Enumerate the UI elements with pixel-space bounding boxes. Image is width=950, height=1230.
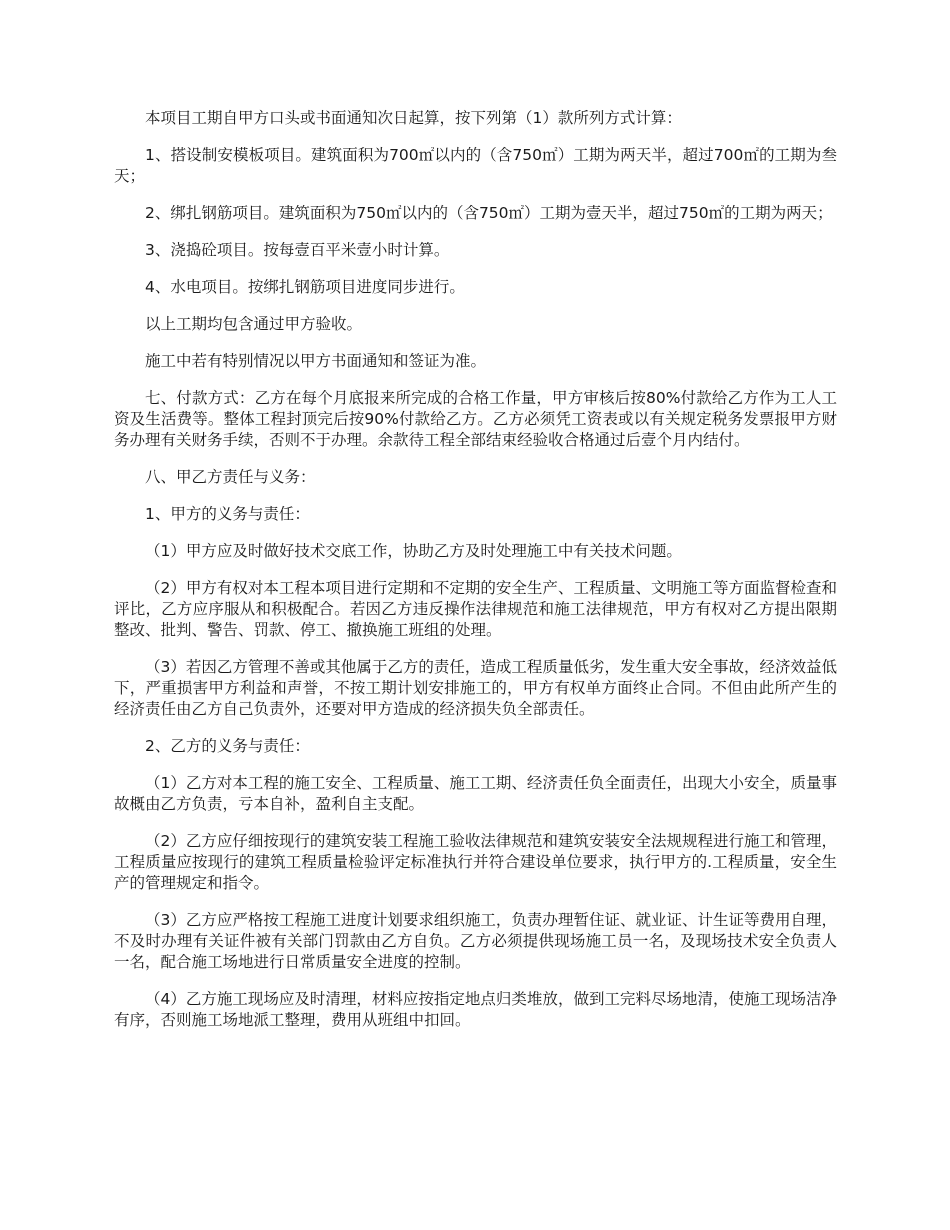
paragraph-rebar: 2、绑扎钢筋项目。建筑面积为750㎡以内的（含750㎡）工期为壹天半，超过750㎡的工期为两天； bbox=[145, 204, 833, 222]
paragraph-party-b-item-3: （3）乙方应严格按工程施工进度计划要求组织施工，负责办理暂住证、就业证、计生证等费用自理，不及时办理有关证件被有关部门罚款由乙方自负。乙方必须提供现场施工员一名，及现场技术安全负责人一名，配合施工场地进行日常质量安全进度的控制。 bbox=[114, 911, 837, 971]
paragraph-party-b-item-2: （2）乙方应仔细按现行的建筑安装工程施工验收法律规范和建筑安装安全法规规程进行施工和管理，工程质量应按现行的建筑工程质量检验评定标准执行并符合建设单位要求，执行甲方的.工程质量，安全生产的管理规定和指令。 bbox=[114, 832, 837, 892]
subheading-party-b: 2、乙方的义务与责任： bbox=[145, 737, 310, 755]
paragraph-plumbing-electrical: 4、水电项目。按绑扎钢筋项目进度同步进行。 bbox=[145, 278, 465, 296]
paragraph-party-a-item-2: （2）甲方有权对本工程本项目进行定期和不定期的安全生产、工程质量、文明施工等方面监督检查和评比，乙方应序服从和积极配合。若因乙方违反操作法律规范和施工法律规范，甲方有权对乙方提出限期整改、批判、警告、罚款、停工、撤换施工班组的处理。 bbox=[114, 579, 837, 639]
section-heading-responsibilities: 八、甲乙方责任与义务： bbox=[145, 468, 316, 486]
paragraph-payment-terms: 七、付款方式：乙方在每个月底报来所完成的合格工作量，甲方审核后按80%付款给乙方作为工人工资及生活费等。整体工程封顶完后按90%付款给乙方。乙方必须凭工资表或以有关规定税务发票报甲方财务办理有关财务手续，否则不于办理。余款待工程全部结束经验收合格通过后壹个月内结付。 bbox=[114, 389, 837, 449]
paragraph-schedule-intro: 本项目工期自甲方口头或书面通知次日起算，按下列第（1）款所列方式计算： bbox=[145, 109, 682, 127]
paragraph-party-a-item-1: （1）甲方应及时做好技术交底工作，协助乙方及时处理施工中有关技术问题。 bbox=[145, 542, 682, 560]
paragraph-party-a-item-3: （3）若因乙方管理不善或其他属于乙方的责任，造成工程质量低劣，发生重大安全事故，经济效益低下，严重损害甲方利益和声誉，不按工期计划安排施工的，甲方有权单方面终止合同。不但由此所产生的经济责任由乙方自己负责外，还要对甲方造成的经济损失负全部责任。 bbox=[114, 658, 837, 718]
paragraph-special-cases: 施工中若有特别情况以甲方书面通知和签证为准。 bbox=[145, 352, 487, 370]
paragraph-concrete: 3、浇捣砼项目。按每壹百平米壹小时计算。 bbox=[145, 241, 450, 259]
paragraph-formwork: 1、搭设制安模板项目。建筑面积为700㎡以内的（含750㎡）工期为两天半，超过700㎡的工期为叁天； bbox=[114, 146, 837, 185]
paragraph-party-b-item-1: （1）乙方对本工程的施工安全、工程质量、施工工期、经济责任负全面责任，出现大小安全，质量事故概由乙方负责，亏本自补，盈利自主支配。 bbox=[114, 774, 837, 813]
paragraph-party-b-item-4: （4）乙方施工现场应及时清理，材料应按指定地点归类堆放，做到工完料尽场地清，使施工现场洁净有序，否则施工场地派工整理，费用从班组中扣回。 bbox=[114, 990, 837, 1029]
subheading-party-a: 1、甲方的义务与责任： bbox=[145, 505, 310, 523]
paragraph-acceptance: 以上工期均包含通过甲方验收。 bbox=[145, 315, 363, 333]
